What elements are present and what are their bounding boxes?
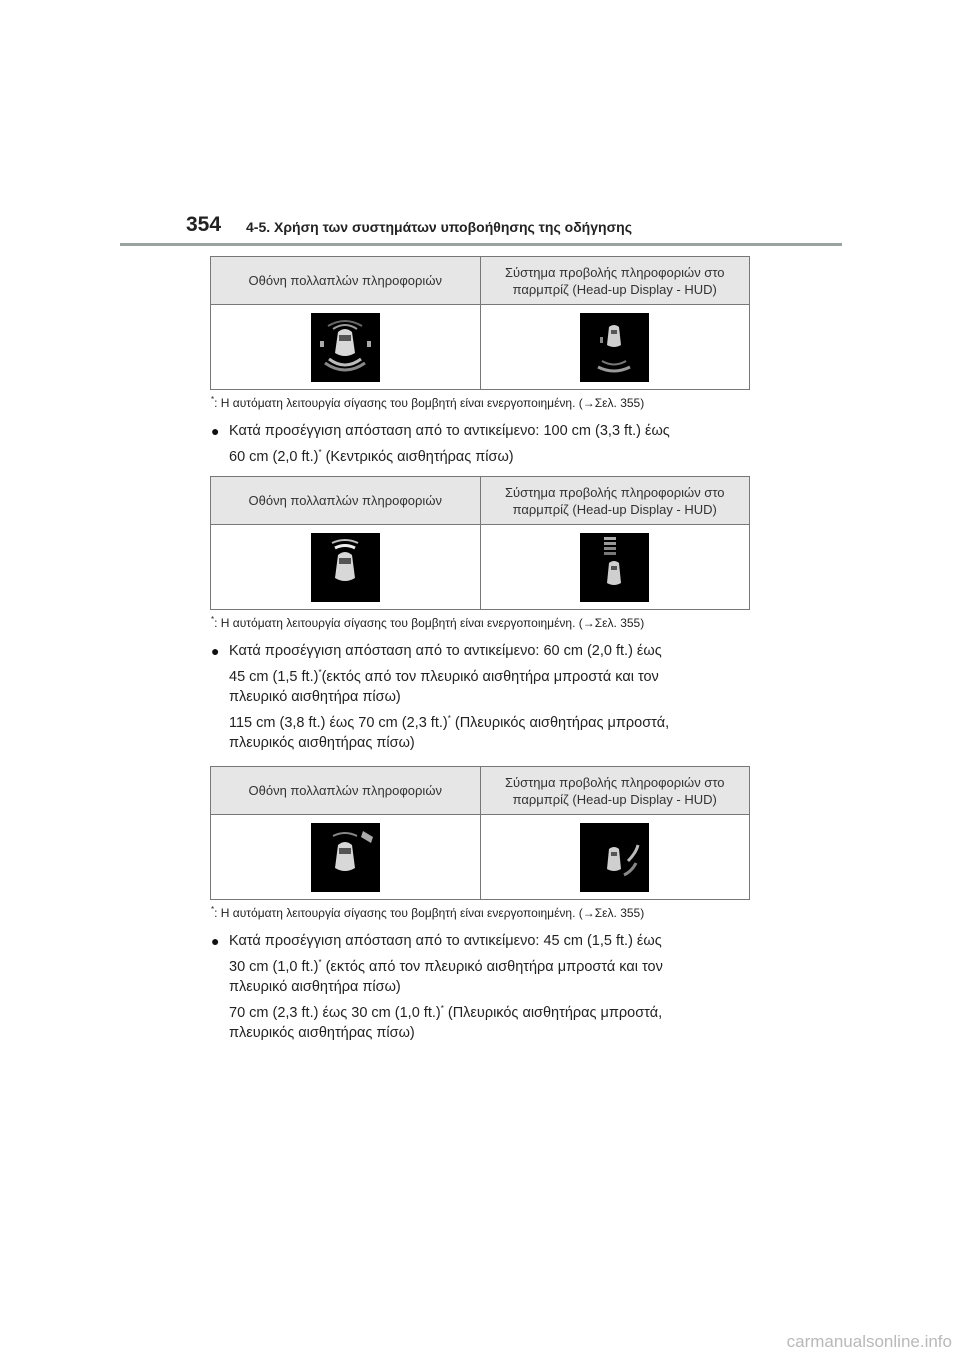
car-sensor-display-icon	[311, 533, 380, 602]
mid-screen-cell	[211, 305, 481, 390]
header-hud: Σύστημα προβολής πληροφοριών στο παρμπρίζ (Head-up Display - HUD)	[480, 477, 750, 525]
bullet-2: ●	[211, 643, 220, 659]
footnote-3: *: Η αυτόματη λειτουργία σίγασης του βομβητή είναι ενεργοποιημένη. (→Σελ. 355)	[211, 905, 645, 920]
header-multi-info: Οθόνη πολλαπλών πληροφοριών	[211, 767, 481, 815]
header-hud: Σύστημα προβολής πληροφοριών στο παρμπρίζ (Head-up Display - HUD)	[480, 767, 750, 815]
header-hud: Σύστημα προβολής πληροφοριών στο παρμπρίζ (Head-up Display - HUD)	[480, 257, 750, 305]
car-sensor-display-icon	[311, 823, 380, 892]
bullet-text-1: Κατά προσέγγιση απόσταση από το αντικείμενο: 100 cm (3,3 ft.) έως 60 cm (2,0 ft.)* (Κεντρικός αισθητήρας πίσω)	[229, 423, 670, 465]
mid-screen-cell	[211, 525, 481, 610]
display-table-2	[210, 476, 750, 610]
footnote-2: *: Η αυτόματη λειτουργία σίγασης του βομβητή είναι ενεργοποιημένη. (→Σελ. 355)	[211, 615, 645, 630]
section-title: 4-5. Χρήση των συστημάτων υποβοήθησης της οδήγησης	[246, 219, 632, 235]
bullet-text-3: Κατά προσέγγιση απόσταση από το αντικείμενο: 45 cm (1,5 ft.) έως 30 cm (1,0 ft.)* (εκτός από τον πλευρικό αισθητήρα μπροστά και τον πλευρικό αισθητήρα πίσω) 70 cm (2,3 ft.) έως 30 cm (1,0 ft.)* (Πλευρικός αισθητήρας μπροστά, πλευρικός αισθητήρας πίσω)	[229, 933, 663, 1041]
watermark: carmanualsonline.info	[786, 1332, 952, 1351]
car-hud-display-icon	[580, 823, 649, 892]
car-hud-display-icon	[580, 533, 649, 602]
car-hud-display-icon	[580, 313, 649, 382]
bullet-text-2: Κατά προσέγγιση απόσταση από το αντικείμενο: 60 cm (2,0 ft.) έως 45 cm (1,5 ft.)*(εκτός από τον πλευρικό αισθητήρα μπροστά και τον πλευρικό αισθητήρα πίσω) 115 cm (3,8 ft.) έως 70 cm (2,3 ft.)* (Πλευρικός αισθητήρας μπροστά, πλευρικός αισθητήρας πίσω)	[229, 643, 670, 751]
mid-screen-cell	[211, 815, 481, 900]
hud-screen-cell	[480, 525, 750, 610]
header-multi-info: Οθόνη πολλαπλών πληροφοριών	[211, 257, 481, 305]
bullet-3: ●	[211, 933, 220, 949]
page-number: 354	[186, 213, 222, 236]
hud-screen-cell	[480, 305, 750, 390]
header-rule	[120, 243, 842, 246]
display-table-1	[210, 256, 750, 390]
header-multi-info: Οθόνη πολλαπλών πληροφοριών	[211, 477, 481, 525]
car-sensor-display-icon	[311, 313, 380, 382]
bullet-1: ●	[211, 423, 220, 439]
hud-screen-cell	[480, 815, 750, 900]
footnote-1: *: Η αυτόματη λειτουργία σίγασης του βομβητή είναι ενεργοποιημένη. (→Σελ. 355)	[211, 395, 645, 410]
display-table-3	[210, 766, 750, 900]
